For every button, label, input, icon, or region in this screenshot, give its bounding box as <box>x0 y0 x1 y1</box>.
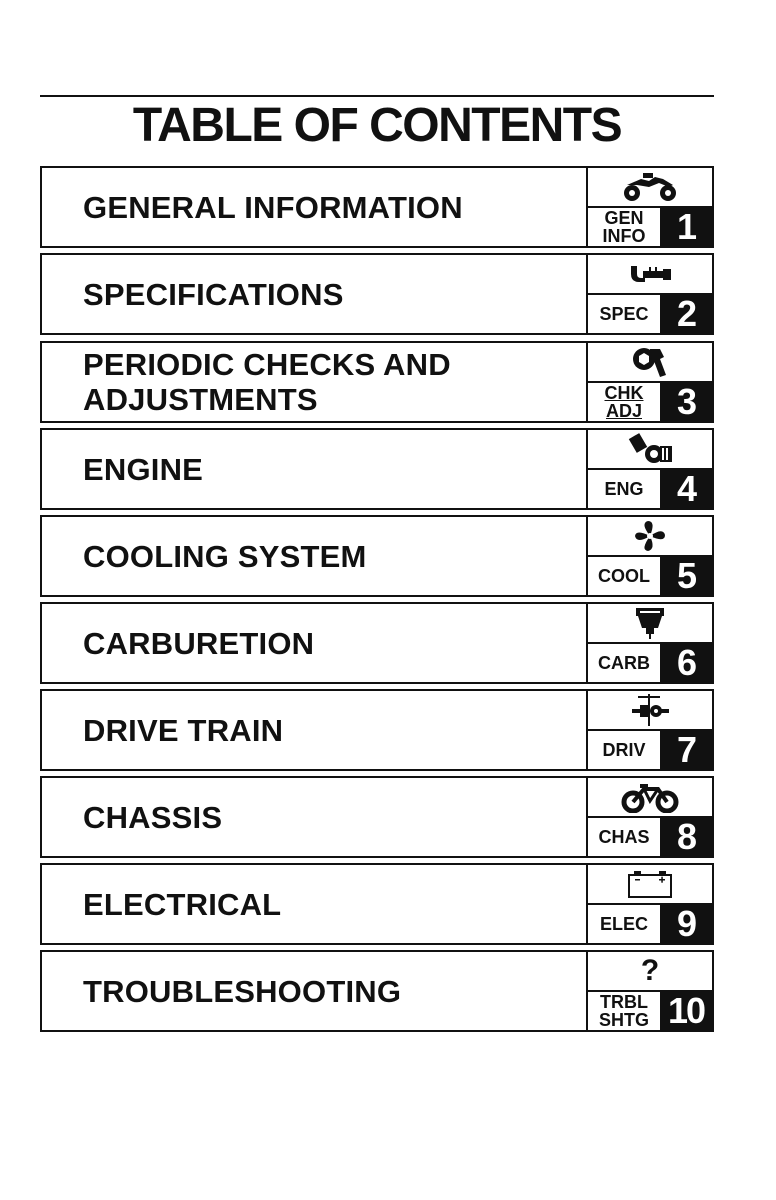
atv-icon <box>588 168 712 208</box>
page-title: TABLE OF CONTENTS <box>132 99 622 152</box>
section-label: ENGINE <box>83 451 204 487</box>
section-label: DRIVE TRAIN <box>83 712 284 748</box>
toc-row-specifications[interactable] <box>40 253 714 335</box>
section-abbreviation: COOL <box>598 566 650 586</box>
toc-row-general-information[interactable] <box>40 166 714 248</box>
question-icon: ? <box>588 952 712 992</box>
toc-row-troubleshooting[interactable] <box>40 950 714 1032</box>
piston-icon <box>588 430 712 470</box>
section-tab[interactable] <box>586 778 712 856</box>
section-number: 4 <box>660 470 712 508</box>
section-tab[interactable] <box>586 255 712 333</box>
section-label: CHASSIS <box>83 799 223 835</box>
toc-row-cooling-system[interactable] <box>40 515 714 597</box>
section-label: TROUBLESHOOTING <box>83 973 402 1009</box>
section-label: SPECIFICATIONS <box>83 276 344 312</box>
toc-row-engine[interactable] <box>40 428 714 510</box>
section-abbreviation: CHK ADJ <box>604 383 644 421</box>
atv-frame-icon <box>588 778 712 818</box>
section-abbreviation: CHAS <box>598 827 650 847</box>
section-number: 5 <box>660 557 712 595</box>
caliper-icon <box>588 255 712 295</box>
section-label: COOLING SYSTEM <box>83 538 367 574</box>
section-label: GENERAL INFORMATION <box>83 189 463 225</box>
section-abbreviation: GEN INFO <box>602 208 646 246</box>
toc-row-electrical[interactable] <box>40 863 714 945</box>
section-number: 10 <box>660 992 712 1030</box>
section-tab[interactable] <box>586 865 712 943</box>
section-tab[interactable] <box>586 604 712 682</box>
fan-icon <box>588 517 712 557</box>
section-abbreviation: CARB <box>598 653 650 673</box>
section-abbreviation: ENG <box>604 479 644 499</box>
section-number: 3 <box>660 383 712 421</box>
section-abbreviation: TRBL SHTG <box>598 992 649 1030</box>
section-label: ELECTRICAL <box>83 886 282 922</box>
toc-row-carburetion[interactable] <box>40 602 714 684</box>
top-rule <box>40 95 714 97</box>
section-abbreviation: ELEC <box>599 914 648 934</box>
section-tab[interactable] <box>586 168 712 246</box>
toc-row-chassis[interactable] <box>40 776 714 858</box>
section-tab[interactable] <box>586 952 712 1030</box>
section-number: 9 <box>660 905 712 943</box>
battery-icon <box>588 865 712 905</box>
toc-row-drive-train[interactable] <box>40 689 714 771</box>
section-number: 7 <box>660 731 712 769</box>
toc-row-periodic-checks[interactable] <box>40 341 714 423</box>
section-label: CARBURETION <box>83 625 315 661</box>
section-label: PERIODIC CHECKS AND ADJUSTMENTS <box>83 347 451 417</box>
section-number: 1 <box>660 208 712 246</box>
carburetor-icon <box>588 604 712 644</box>
section-number: 8 <box>660 818 712 856</box>
wrench-icon <box>588 343 712 383</box>
section-number: 2 <box>660 295 712 333</box>
section-tab[interactable] <box>586 691 712 769</box>
section-abbreviation: SPEC <box>599 304 649 324</box>
section-tab[interactable] <box>586 343 712 421</box>
section-abbreviation: DRIV <box>602 740 646 760</box>
drive-shaft-icon <box>588 691 712 731</box>
section-tab[interactable] <box>586 430 712 508</box>
section-tab[interactable] <box>586 517 712 595</box>
section-number: 6 <box>660 644 712 682</box>
